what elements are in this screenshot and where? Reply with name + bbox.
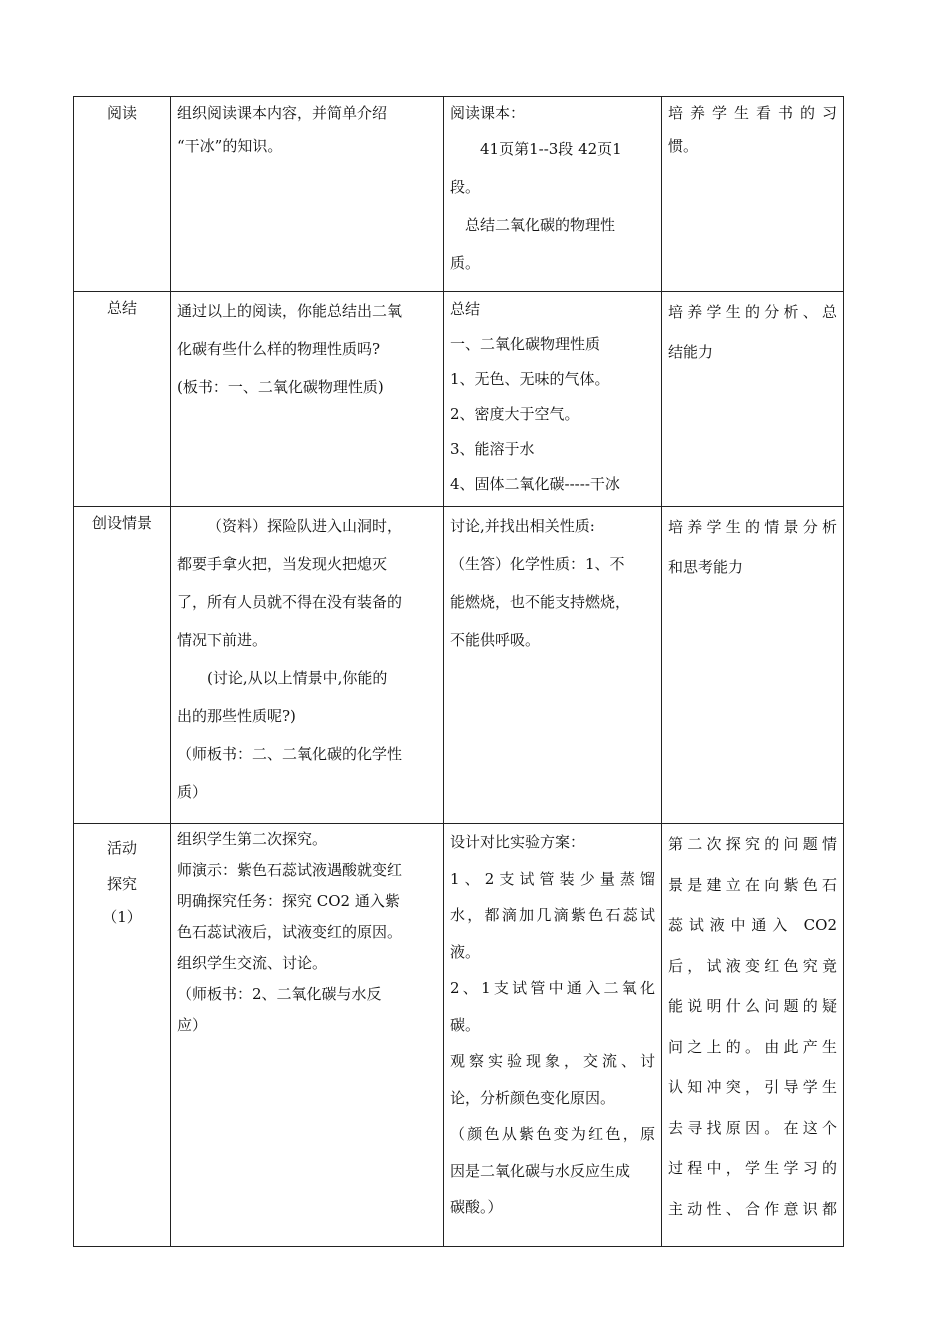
text-line: 组织学生第二次探究。 [177,830,328,848]
design-purpose-cell [662,292,844,507]
text-line: 2、密度大于空气。 [450,405,580,423]
text-line: 4、固体二氧化碳-----干冰 [450,475,620,493]
student-activity-cell [444,97,662,292]
text-line: 探究 [106,875,137,893]
text-line: 认知冲突，引导学生 [668,1078,837,1096]
table-row-scenario [74,507,844,824]
table-row-summary [74,292,844,507]
stage-cell: 阅读 [74,97,171,292]
stage-cell: 总结 [74,292,171,507]
text-line: 色石蕊试液后，试液变红的原因。 [177,923,403,941]
text-line: （师板书：2、二氧化碳与水反 [177,985,382,1003]
text-line: (讨论,从以上情景中,你能的 [207,669,388,687]
text-line: 惯。 [668,137,699,155]
text-line: 了，所有人员就不得在没有装备的 [177,593,403,611]
design-purpose-cell [662,97,844,292]
text-line: 组织阅读课本内容，并简单介绍 [177,104,388,122]
text-line: (板书：一、二氧化碳物理性质) [177,378,384,396]
text-line: 不能供呼吸。 [450,631,541,649]
text-line: 和思考能力 [668,558,744,576]
text-line: 第二次探究的问题情 [668,835,837,853]
text-line: 因是二氧化碳与水反应生成 [450,1161,631,1180]
text-line: 化碳有些什么样的物理性质吗? [177,340,381,358]
text-line: 出的那些性质呢?) [177,707,296,725]
text-line: “干冰”的知识。 [177,137,283,155]
text-line: 蕊试液中通入 CO2 [668,916,837,934]
text-line: 碳酸。） [450,1198,503,1216]
table-row-reading [74,97,844,292]
teacher-activity-cell [171,507,444,824]
table-row-inquiry [74,824,844,1247]
text-line: 应） [177,1016,208,1034]
text-line: 活动 [106,839,137,857]
design-purpose-cell [662,507,844,824]
text-line: 问之上的。由此产生 [668,1037,837,1056]
text-line: 质） [177,783,208,801]
text-line: 观察实验现象，交流、讨 [450,1052,655,1070]
text-line: 阅读课本： [450,104,526,122]
text-line: 论，分析颜色变化原因。 [450,1088,616,1107]
text-line: （1） [102,908,142,926]
text-line: 培养学生的情景分析 [668,518,837,536]
design-purpose-cell [662,824,844,1247]
text-line: （资料）探险队进入山洞时， [207,517,403,535]
text-line: 培养学生看书的习 [668,104,837,122]
text-line: 碳。 [450,1015,481,1034]
text-line: 情况下前进。 [177,631,268,649]
text-line: 都要手拿火把，当发现火把熄灭 [177,555,388,573]
text-line: 1、无色、无味的气体。 [450,370,610,388]
text-line: 水，都滴加几滴紫色石蕊试 [450,906,655,924]
text-line: 主动性、合作意识都 [668,1199,837,1218]
text-line: 培养学生的分析、总 [668,303,837,321]
student-activity-cell [444,824,662,1247]
text-line: （师板书：二、二氧化碳的化学性 [177,745,403,763]
text-line: 总结二氧化碳的物理性 [465,216,616,234]
stage-cell: 创设情景 [74,507,171,824]
text-line: 能说明什么问题的疑 [668,997,837,1015]
text-line: 通过以上的阅读，你能总结出二氧 [177,302,403,320]
text-line: 过程中，学生学习的 [668,1159,837,1177]
text-line: 段。 [450,178,481,196]
text-line: 组织学生交流、讨论。 [177,954,328,972]
text-line: 液。 [450,942,481,961]
text-line: 一、二氧化碳物理性质 [450,335,601,353]
student-activity-cell [444,507,662,824]
text-line: 后，试液变红色究竟 [668,956,837,975]
student-activity-cell [444,292,662,507]
text-line: 2、1支试管中通入二氧化 [450,979,655,997]
teacher-activity-cell [171,97,444,292]
text-line: 3、能溶于水 [450,440,535,458]
text-line: 景是建立在向紫色石 [668,875,837,894]
stage-cell [74,824,171,1247]
text-line: 设计对比实验方案： [450,833,586,851]
text-line: 质。 [450,254,481,272]
text-line: 能燃烧，也不能支持燃烧， [450,593,631,611]
teacher-activity-cell [171,292,444,507]
text-line: 师演示：紫色石蕊试液遇酸就变红 [177,861,403,879]
text-line: 明确探究任务：探究 CO2 通入紫 [177,892,400,910]
text-line: （颜色从紫色变为红色，原 [450,1125,655,1143]
lesson-plan-table [73,96,844,1247]
teacher-activity-cell [171,824,444,1247]
text-line: 结能力 [668,343,714,361]
text-line: 总结 [450,300,481,318]
text-line: 41页第1--3段 42页1 [480,140,622,158]
text-line: （生答）化学性质：1、不 [450,555,625,573]
text-line: 讨论,并找出相关性质: [450,517,595,535]
text-line: 去寻找原因。在这个 [668,1118,837,1137]
text-line: 1、2支试管装少量蒸馏 [450,869,655,888]
